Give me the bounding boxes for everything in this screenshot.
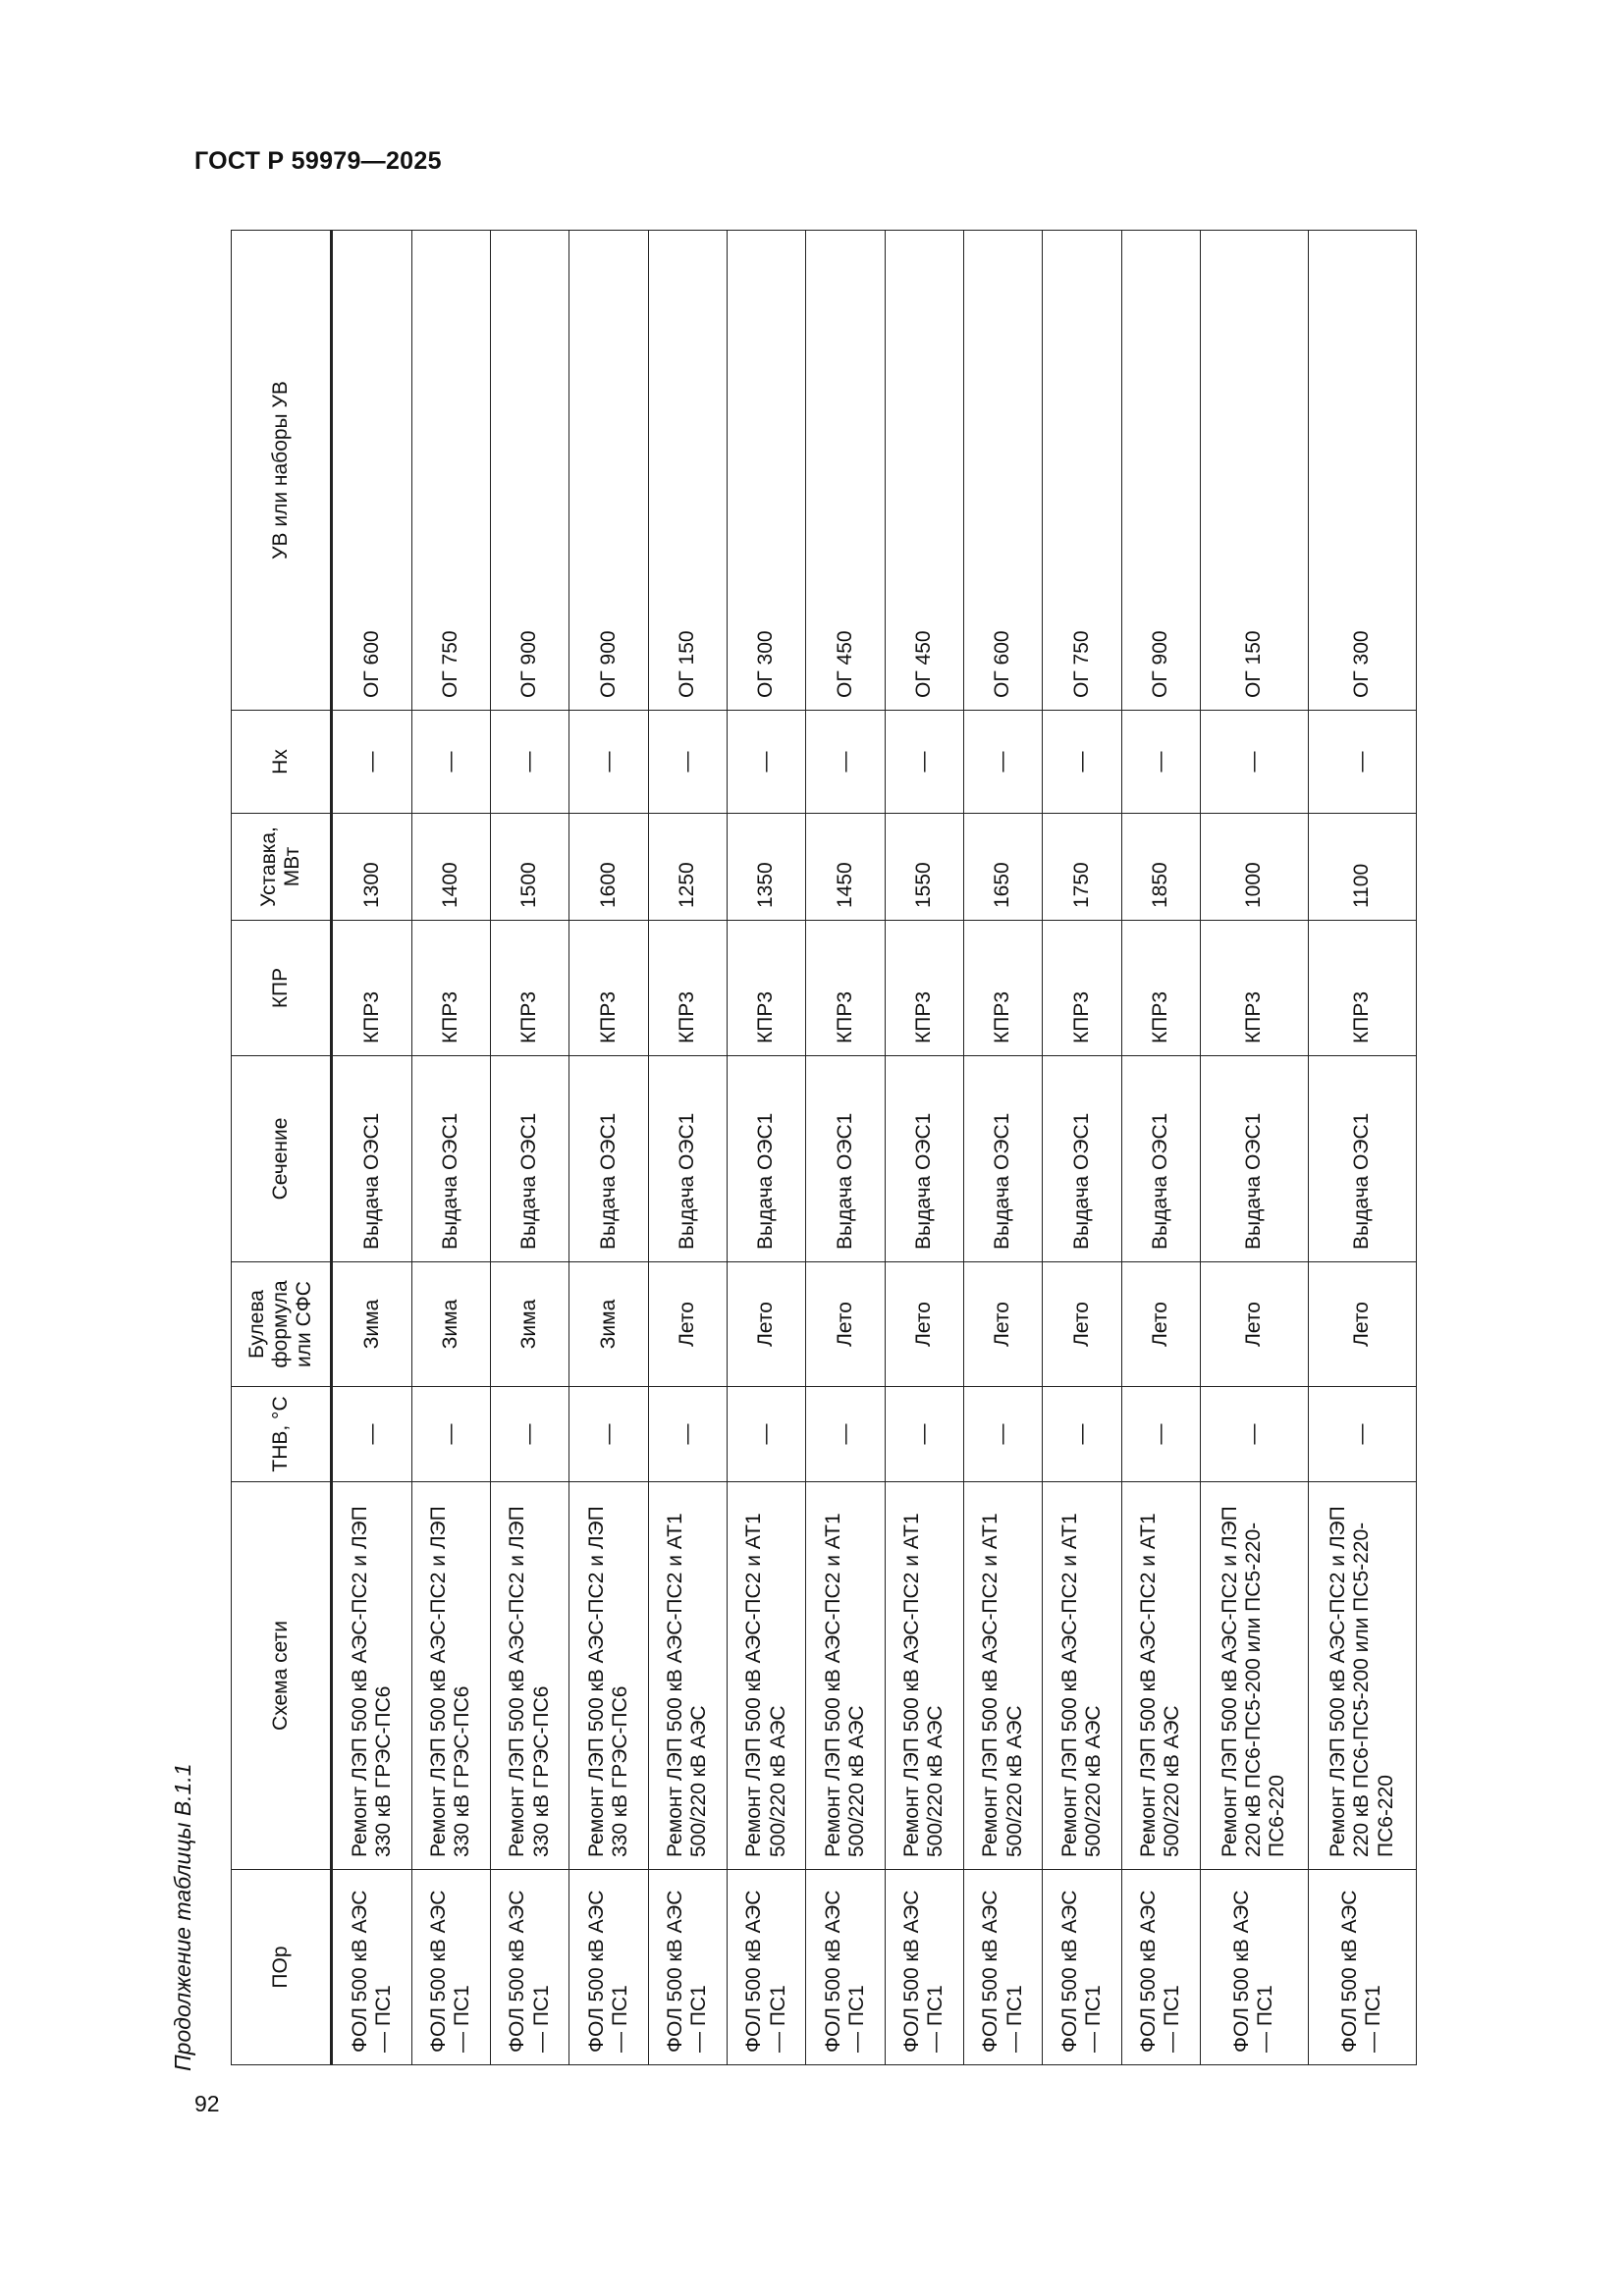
section-cell: Выдача ОЭС1: [1121, 1056, 1200, 1262]
section-cell: Выдача ОЭС1: [727, 1056, 805, 1262]
page-number: 92: [194, 2091, 220, 2116]
kpr-cell: КПР3: [806, 921, 885, 1056]
section-cell: Выдача ОЭС1: [806, 1056, 885, 1262]
control-actions-cell: ОГ 450: [885, 231, 963, 711]
tnv-cell: —: [885, 1387, 963, 1482]
kpr-cell: КПР3: [727, 921, 805, 1056]
table-row: [727, 231, 805, 2065]
section-cell: Выдача ОЭС1: [569, 1056, 648, 1262]
network-scheme-cell: Ремонт ЛЭП 500 кВ АЭС-ПС2 и АТ1 500/220 кВ АЭС: [806, 1482, 885, 1870]
nx-cell: —: [411, 711, 490, 814]
boolean-formula-cell: Лето: [1308, 1262, 1416, 1387]
kpr-cell: КПР3: [885, 921, 963, 1056]
boolean-formula-cell: Лето: [727, 1262, 805, 1387]
por-cell: ФОЛ 500 кВ АЭС — ПС1: [1121, 1870, 1200, 2065]
boolean-formula-cell: Лето: [885, 1262, 963, 1387]
tnv-cell: —: [332, 1387, 412, 1482]
tnv-cell: —: [806, 1387, 885, 1482]
nx-cell: —: [885, 711, 963, 814]
column-header-network-scheme: Схема сети: [232, 1482, 332, 1870]
tnv-cell: —: [1043, 1387, 1121, 1482]
document-header: ГОСТ Р 59979—2025: [194, 147, 442, 175]
network-scheme-cell: Ремонт ЛЭП 500 кВ АЭС-ПС2 и АТ1 500/220 кВ АЭС: [1121, 1482, 1200, 1870]
por-cell: ФОЛ 500 кВ АЭС — ПС1: [963, 1870, 1042, 2065]
setpoint-cell: 1300: [332, 814, 412, 921]
setpoint-cell: 1100: [1308, 814, 1416, 921]
network-scheme-cell: Ремонт ЛЭП 500 кВ АЭС-ПС2 и АТ1 500/220 кВ АЭС: [885, 1482, 963, 1870]
boolean-formula-cell: Зима: [332, 1262, 412, 1387]
nx-cell: —: [806, 711, 885, 814]
setpoint-cell: 1650: [963, 814, 1042, 921]
kpr-cell: КПР3: [1121, 921, 1200, 1056]
section-cell: Выдача ОЭС1: [885, 1056, 963, 1262]
kpr-cell: КПР3: [569, 921, 648, 1056]
boolean-formula-cell: Лето: [806, 1262, 885, 1387]
table-row: [1200, 231, 1308, 2065]
tnv-cell: —: [1308, 1387, 1416, 1482]
table-row: [648, 231, 727, 2065]
setpoint-cell: 1000: [1200, 814, 1308, 921]
boolean-formula-cell: Лето: [1121, 1262, 1200, 1387]
tnv-cell: —: [1121, 1387, 1200, 1482]
column-header-por: ПОр: [232, 1870, 332, 2065]
boolean-formula-cell: Зима: [569, 1262, 648, 1387]
section-cell: Выдача ОЭС1: [332, 1056, 412, 1262]
control-actions-cell: ОГ 900: [1121, 231, 1200, 711]
column-header-boolean-formula: Булева формула или СФС: [232, 1262, 332, 1387]
setpoint-cell: 1750: [1043, 814, 1121, 921]
table-row: [806, 231, 885, 2065]
nx-cell: —: [332, 711, 412, 814]
network-scheme-cell: Ремонт ЛЭП 500 кВ АЭС-ПС2 и ЛЭП 330 кВ ГРЭС-ПС6: [490, 1482, 568, 1870]
network-scheme-cell: Ремонт ЛЭП 500 кВ АЭС-ПС2 и ЛЭП 220 кВ ПС6-ПС5-200 или ПС5-220-ПС6-220: [1200, 1482, 1308, 1870]
network-scheme-cell: Ремонт ЛЭП 500 кВ АЭС-ПС2 и АТ1 500/220 кВ АЭС: [648, 1482, 727, 1870]
setpoint-cell: 1550: [885, 814, 963, 921]
table-header: [232, 231, 332, 2065]
control-actions-cell: ОГ 750: [411, 231, 490, 711]
por-cell: ФОЛ 500 кВ АЭС — ПС1: [569, 1870, 648, 2065]
section-cell: Выдача ОЭС1: [411, 1056, 490, 1262]
table-caption: Продолжение таблицы В.1.1: [170, 1763, 195, 2071]
column-header-nx: Нх: [232, 711, 332, 814]
rotated-table-page: [170, 230, 1417, 2071]
network-scheme-cell: Ремонт ЛЭП 500 кВ АЭС-ПС2 и ЛЭП 330 кВ ГРЭС-ПС6: [569, 1482, 648, 1870]
table-row: [411, 231, 490, 2065]
tnv-cell: —: [648, 1387, 727, 1482]
tnv-cell: —: [727, 1387, 805, 1482]
control-actions-cell: ОГ 900: [490, 231, 568, 711]
control-actions-cell: ОГ 150: [1200, 231, 1308, 711]
setpoint-cell: 1600: [569, 814, 648, 921]
network-scheme-cell: Ремонт ЛЭП 500 кВ АЭС-ПС2 и ЛЭП 220 кВ ПС6-ПС5-200 или ПС5-220-ПС6-220: [1308, 1482, 1416, 1870]
por-cell: ФОЛ 500 кВ АЭС — ПС1: [1043, 1870, 1121, 2065]
table-row: [963, 231, 1042, 2065]
nx-cell: —: [1043, 711, 1121, 814]
table-row: [490, 231, 568, 2065]
por-cell: ФОЛ 500 кВ АЭС — ПС1: [885, 1870, 963, 2065]
section-cell: Выдача ОЭС1: [1200, 1056, 1308, 1262]
network-scheme-cell: Ремонт ЛЭП 500 кВ АЭС-ПС2 и АТ1 500/220 кВ АЭС: [727, 1482, 805, 1870]
nx-cell: —: [648, 711, 727, 814]
boolean-formula-cell: Лето: [648, 1262, 727, 1387]
tnv-cell: —: [1200, 1387, 1308, 1482]
por-cell: ФОЛ 500 кВ АЭС — ПС1: [1308, 1870, 1416, 2065]
boolean-formula-cell: Зима: [490, 1262, 568, 1387]
setpoint-cell: 1500: [490, 814, 568, 921]
setpoint-cell: 1400: [411, 814, 490, 921]
por-cell: ФОЛ 500 кВ АЭС — ПС1: [490, 1870, 568, 2065]
nx-cell: —: [569, 711, 648, 814]
section-cell: Выдача ОЭС1: [963, 1056, 1042, 1262]
por-cell: ФОЛ 500 кВ АЭС — ПС1: [332, 1870, 412, 2065]
tnv-cell: —: [963, 1387, 1042, 1482]
column-header-section: Сечение: [232, 1056, 332, 1262]
table-row: [1308, 231, 1416, 2065]
section-cell: Выдача ОЭС1: [1308, 1056, 1416, 1262]
column-header-kpr: КПР: [232, 921, 332, 1056]
boolean-formula-cell: Лето: [963, 1262, 1042, 1387]
table-row: [332, 231, 412, 2065]
kpr-cell: КПР3: [1308, 921, 1416, 1056]
control-actions-cell: ОГ 300: [1308, 231, 1416, 711]
column-header-tnv: ТНВ, °С: [232, 1387, 332, 1482]
table-body: [332, 231, 1417, 2065]
control-actions-cell: ОГ 600: [963, 231, 1042, 711]
network-scheme-cell: Ремонт ЛЭП 500 кВ АЭС-ПС2 и АТ1 500/220 кВ АЭС: [1043, 1482, 1121, 1870]
nx-cell: —: [1308, 711, 1416, 814]
tnv-cell: —: [490, 1387, 568, 1482]
control-actions-cell: ОГ 600: [332, 231, 412, 711]
control-actions-cell: ОГ 450: [806, 231, 885, 711]
kpr-cell: КПР3: [1043, 921, 1121, 1056]
por-cell: ФОЛ 500 кВ АЭС — ПС1: [1200, 1870, 1308, 2065]
setpoint-cell: 1250: [648, 814, 727, 921]
kpr-cell: КПР3: [963, 921, 1042, 1056]
section-cell: Выдача ОЭС1: [490, 1056, 568, 1262]
table-row: [1121, 231, 1200, 2065]
kpr-cell: КПР3: [490, 921, 568, 1056]
nx-cell: —: [963, 711, 1042, 814]
control-actions-cell: ОГ 150: [648, 231, 727, 711]
table-row: [1043, 231, 1121, 2065]
nx-cell: —: [490, 711, 568, 814]
boolean-formula-cell: Лето: [1043, 1262, 1121, 1387]
network-scheme-cell: Ремонт ЛЭП 500 кВ АЭС-ПС2 и ЛЭП 330 кВ ГРЭС-ПС6: [332, 1482, 412, 1870]
header-row: [232, 231, 332, 2065]
boolean-formula-cell: Зима: [411, 1262, 490, 1387]
por-cell: ФОЛ 500 кВ АЭС — ПС1: [727, 1870, 805, 2065]
setpoint-cell: 1450: [806, 814, 885, 921]
setpoint-cell: 1850: [1121, 814, 1200, 921]
tnv-cell: —: [411, 1387, 490, 1482]
kpr-cell: КПР3: [332, 921, 412, 1056]
section-cell: Выдача ОЭС1: [1043, 1056, 1121, 1262]
kpr-cell: КПР3: [648, 921, 727, 1056]
table-row: [885, 231, 963, 2065]
network-scheme-cell: Ремонт ЛЭП 500 кВ АЭС-ПС2 и АТ1 500/220 кВ АЭС: [963, 1482, 1042, 1870]
nx-cell: —: [1200, 711, 1308, 814]
tnv-cell: —: [569, 1387, 648, 1482]
column-header-setpoint: Уставка, МВт: [232, 814, 332, 921]
control-actions-cell: ОГ 750: [1043, 231, 1121, 711]
kpr-cell: КПР3: [1200, 921, 1308, 1056]
control-actions-cell: ОГ 300: [727, 231, 805, 711]
setpoint-cell: 1350: [727, 814, 805, 921]
kpr-cell: КПР3: [411, 921, 490, 1056]
por-cell: ФОЛ 500 кВ АЭС — ПС1: [648, 1870, 727, 2065]
column-header-control-actions: УВ или наборы УВ: [232, 231, 332, 711]
data-table: [231, 230, 1417, 2065]
por-cell: ФОЛ 500 кВ АЭС — ПС1: [411, 1870, 490, 2065]
nx-cell: —: [1121, 711, 1200, 814]
nx-cell: —: [727, 711, 805, 814]
table-row: [569, 231, 648, 2065]
network-scheme-cell: Ремонт ЛЭП 500 кВ АЭС-ПС2 и ЛЭП 330 кВ ГРЭС-ПС6: [411, 1482, 490, 1870]
section-cell: Выдача ОЭС1: [648, 1056, 727, 1262]
por-cell: ФОЛ 500 кВ АЭС — ПС1: [806, 1870, 885, 2065]
boolean-formula-cell: Лето: [1200, 1262, 1308, 1387]
control-actions-cell: ОГ 900: [569, 231, 648, 711]
